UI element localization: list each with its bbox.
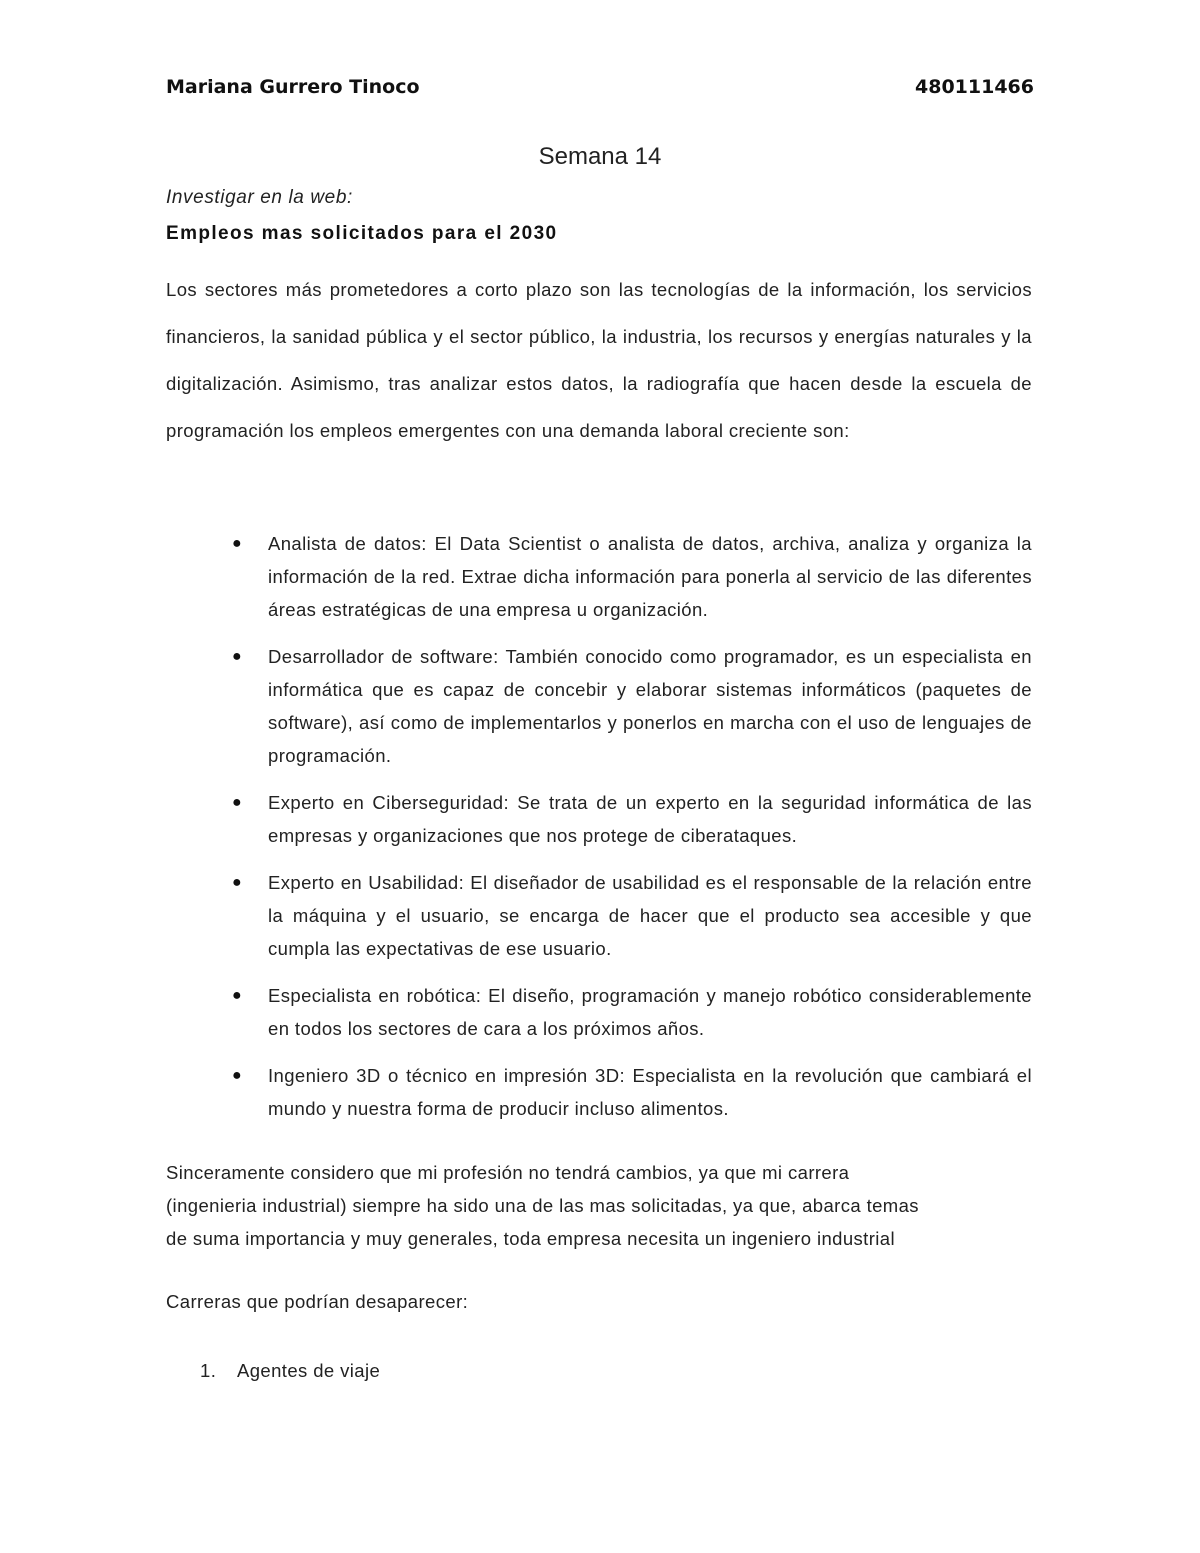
numbered-list-item (166, 1354, 380, 1387)
list-number: 1. (200, 1360, 217, 1381)
list-item (166, 527, 1032, 626)
bullet-icon: ● (232, 987, 243, 1004)
list-item (166, 786, 1032, 852)
list-item (166, 1059, 1032, 1125)
closing-line: (ingenieria industrial) siempre ha sido una de las mas solicitadas, ya que, abarca temas (166, 1195, 919, 1216)
list-item-text: Especialista en robótica: El diseño, programación y manejo robótico considerablemente en todos los sectores de cara a los próximos años. (268, 985, 1032, 1039)
list-item-text: Agentes de viaje (237, 1360, 381, 1381)
list-item (166, 866, 1032, 965)
bullet-icon: ● (232, 648, 243, 665)
document-title: Semana 14 (538, 143, 662, 170)
closing-line: Sinceramente considero que mi profesión no tendrá cambios, ya que mi carrera (166, 1162, 850, 1183)
disappearing-careers-list (166, 1354, 380, 1387)
jobs-bullet-list (166, 527, 1032, 1139)
list-item-text: Analista de datos: El Data Scientist o analista de datos, archiva, analiza y organiza la información de la red. Extrae dicha información para ponerla al servicio de las diferentes áreas estratégicas de una empresa u organización. (268, 533, 1032, 620)
list-item-text: Experto en Ciberseguridad: Se trata de un experto en la seguridad informática de las empresas y organizaciones que nos protege de ciberataques. (268, 792, 1032, 846)
disappearing-careers-label: Carreras que podrían desaparecer: (166, 1291, 469, 1312)
page-header (166, 72, 1034, 102)
bullet-icon: ● (232, 794, 243, 811)
list-item (166, 979, 1032, 1045)
bullet-icon: ● (232, 874, 243, 891)
closing-paragraph (166, 1156, 1036, 1255)
bullet-icon: ● (232, 1067, 243, 1084)
intro-paragraph: Los sectores más prometedores a corto plazo son las tecnologías de la información, los servicios financieros, la sanidad pública y el sector público, la industria, los recursos y energías naturales y la digitalización. Asimismo, tras analizar estos datos, la radiografía que hacen desde la escuela de programación los empleos emergentes con una demanda laboral creciente son: (166, 279, 1032, 441)
bullet-icon: ● (232, 535, 243, 552)
id-number: 480111466 (915, 76, 1034, 98)
closing-line: de suma importancia y muy generales, toda empresa necesita un ingeniero industrial (166, 1228, 895, 1249)
list-item (166, 640, 1032, 772)
document-subtitle: Investigar en la web: (166, 187, 353, 208)
list-item-text: Desarrollador de software: También conocido como programador, es un especialista en informática que es capaz de concebir y elaborar sistemas informáticos (paquetes de software), así como de implementarlos y ponerlos en marcha con el uso de lenguajes de programación. (268, 646, 1032, 766)
list-item-text: Ingeniero 3D o técnico en impresión 3D: Especialista en la revolución que cambiará el mundo y nuestra forma de producir incluso alimentos. (268, 1065, 1032, 1119)
list-item-text: Experto en Usabilidad: El diseñador de usabilidad es el responsable de la relación entre la máquina y el usuario, se encarga de hacer que el producto sea accesible y que cumpla las expectativas de ese usuario. (268, 872, 1032, 959)
section-heading: Empleos mas solicitados para el 2030 (166, 223, 558, 244)
author-name: Mariana Gurrero Tinoco (166, 76, 420, 98)
